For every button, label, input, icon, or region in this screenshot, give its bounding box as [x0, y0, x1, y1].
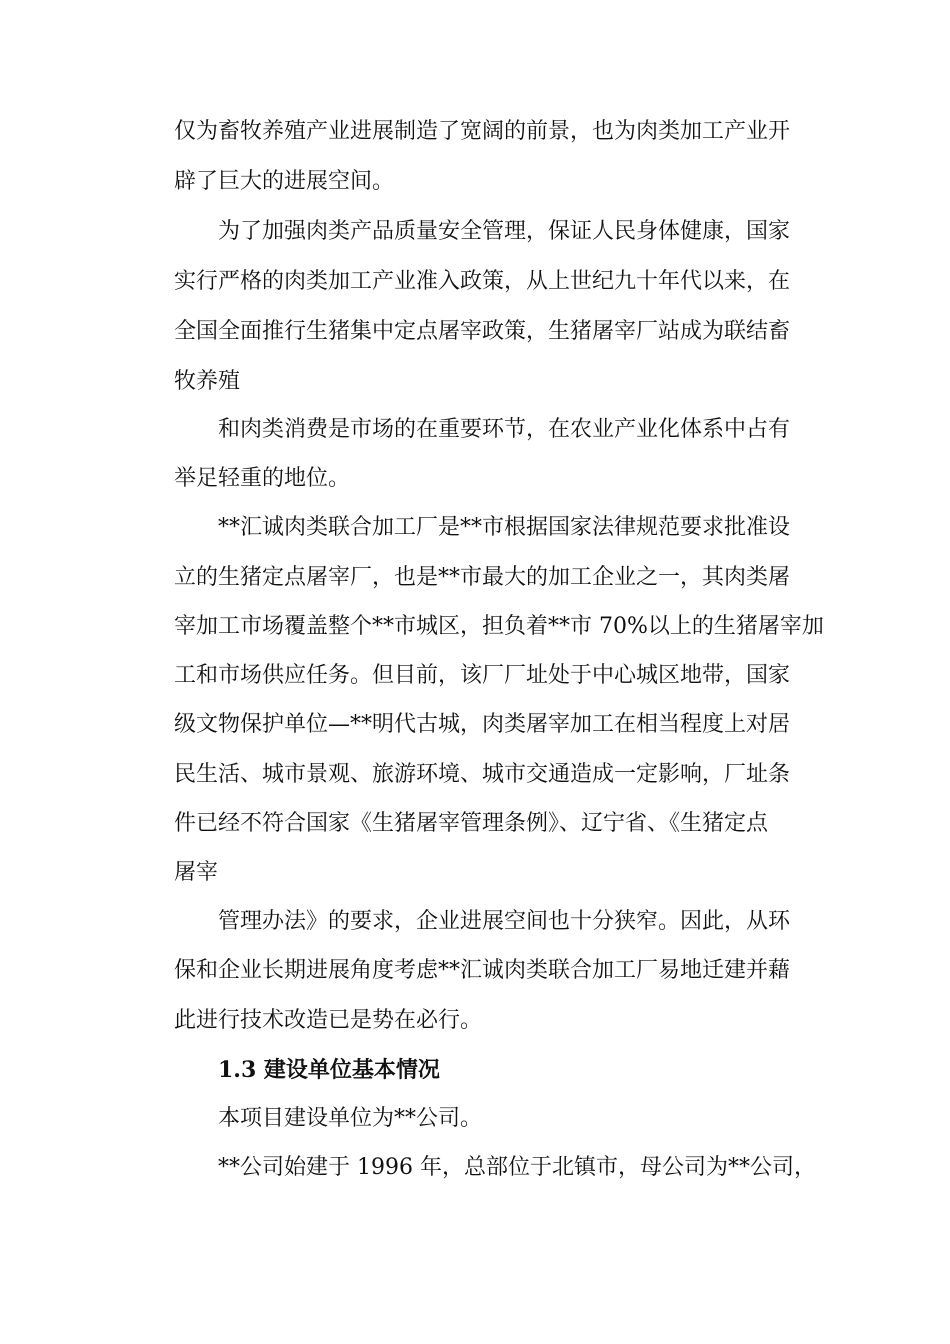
text-line-16: 屠宰 — [174, 860, 219, 885]
text-line-15: 件已经不符合国家《生猪屠宰管理条例》、辽宁省、《生猪定点 — [174, 811, 769, 836]
text-line-17: 管理办法》的要求，企业进展空间也十分狭窄。因此，从环 — [218, 909, 791, 934]
text-line-5: 全国全面推行生猪集中定点屠宰政策，生猪屠宰厂站成为联结畜 — [174, 319, 791, 344]
text-line-22: **公司始建于 1996 年，总部位于北镇市，母公司为**公司， — [218, 1155, 816, 1180]
text-line-1: 仅为畜牧养殖产业进展制造了宽阔的前景，也为肉类加工产业开 — [174, 119, 791, 144]
text-line-12: 工和市场供应任务。但目前，该厂厂址处于中心城区地带，国家 — [174, 663, 791, 688]
text-line-10: 立的生猪定点屠宰厂，也是**市最大的加工企业之一，其肉类屠 — [174, 565, 791, 590]
text-line-7: 和肉类消费是市场的在重要环节，在农业产业化体系中占有 — [218, 417, 791, 442]
text-line-13: 级文物保护单位—**明代古城，肉类屠宰加工在相当程度上对居 — [174, 712, 791, 737]
text-line-9: **汇诚肉类联合加工厂是**市根据国家法律规范要求批准设 — [218, 515, 791, 540]
text-line-14: 民生活、城市景观、旅游环境、城市交通造成一定影响，厂址条 — [174, 762, 791, 787]
text-line-19: 此进行技术改造已是势在必行。 — [174, 1008, 483, 1033]
section-heading: 1.3 建设单位基本情况 — [218, 1057, 440, 1083]
text-line-18: 保和企业长期进展角度考虑**汇诚肉类联合加工厂易地迁建并藉 — [174, 958, 791, 983]
text-line-11: 宰加工市场覆盖整个**市城区，担负着**市 70%以上的生猪屠宰加 — [174, 614, 824, 639]
text-line-8: 举足轻重的地位。 — [174, 466, 351, 491]
text-line-2: 辟了巨大的进展空间。 — [174, 169, 395, 194]
text-line-3: 为了加强肉类产品质量安全管理，保证人民身体健康，国家 — [218, 219, 791, 244]
text-line-21: 本项目建设单位为**公司。 — [218, 1106, 483, 1131]
text-line-6: 牧养殖 — [174, 369, 241, 394]
text-line-4: 实行严格的肉类加工产业准入政策，从上世纪九十年代以来，在 — [174, 269, 791, 294]
